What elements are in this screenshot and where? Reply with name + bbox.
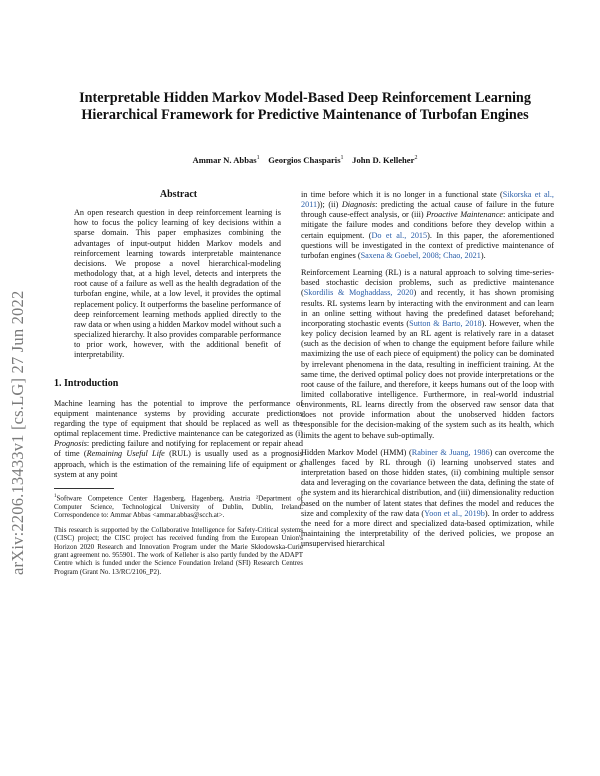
author-3: John D. Kelleher [352, 155, 415, 165]
footnote-rule [54, 488, 114, 489]
citation-sutton[interactable]: Sutton & Barto, 2018 [409, 318, 482, 328]
right-column [301, 190, 554, 556]
citation-saxena-chao[interactable]: Saxena & Goebel, 2008; Chao, 2021 [360, 250, 481, 260]
author-list [40, 155, 570, 165]
arxiv-identifier: arXiv:2206.13433v1 [cs.LG] 27 Jun 2022 [8, 290, 27, 575]
author-1: Ammar N. Abbas [192, 155, 257, 165]
citation-skordilis[interactable]: Skordilis & Moghaddass, 2020 [303, 288, 414, 298]
paper-title [40, 90, 570, 124]
diagnosis-term: Diagnosis [341, 200, 376, 210]
rul-term: Remaining Useful Life [86, 449, 165, 459]
abstract-text: An open research question in deep reinforcement learning is how to focus the policy learning of key decisions within a sparse domain. This paper emphasizes combining the advantages of input-output hidden Markov models and reinforcement learning towards interpretable maintenance decisions. We propose a novel hierarchical-modeling methodology that, at a high level, detects and interprets the root cause of a failure as well as the health degradation of the turbofan engine, while, at a low level, it provides the optimal replacement policy. It outperforms the baseline performance of deep reinforcement learning methods applied directly to the raw data or when using a hidden Markov model without such a specialized hierarchy. It also provides comparable performance to prior work, however, with the additional benefit of interpretability. [74, 208, 282, 360]
funding-footnote: This research is supported by the Collaborative Intelligence for Safety-Critical systems (CISC) project; the CISC project has received funding from the European Union's Horizon 2020 Research and Innovation Program under the Marie Skłodowska-Curie grant agreement no. 955901. The work of Kelleher is also partly funded by the ADAPT Centre which is funded under the Science Foundation Ireland (SFI) Research Centres Program (Grant No. 13/RC/2106_P2). [54, 526, 303, 576]
citation-do[interactable]: Do et al., 2015 [371, 230, 428, 240]
right-paragraph-1: in time before which it is no longer in a functional state (Sikorska et al., 2011)); (ii) Diagnosis: predicting the actual cause of failure in the future through cause-effect analysis, or (iii) Proactive Maintenance: anticipate and mitigate the failure modes and conditions before they develop within a certain equipment. (Do et al., 2015). In this paper, the aforementioned questions will be investigated in the context of predictive maintenance of turbofan engines (Saxena & Goebel, 2008; Chao, 2021). [301, 190, 555, 260]
abstract-heading: Abstract [159, 189, 198, 200]
author-1-affiliation: 1 [256, 155, 260, 162]
author-2: Georgios Chasparis [268, 155, 341, 165]
citation-sikorska[interactable]: Sikorska et al., 2011 [301, 190, 554, 210]
right-paragraph-2: Reinforcement Learning (RL) is a natural approach to solving time-series-based stochastic decision problems, such as predictive maintenance (Skordilis & Moghaddass, 2020) and recently, it has shown promising results. RL systems learn by interacting with the environment and can learn in an online setting without having the predefined dataset beforehand; incorporating stochastic events (Sutton & Barto, 2018). However, when the key policy decision learned by an RL agent is relatively rare in a dataset (such as the decision of when to change the equipment before failure while maximizing the use of each piece of equipment) the policy can be dominated by irrelevant phenomena in the data, resulting in inefficient training. At the same time, the derived optimal policy does not provide interpretations or the root cause of the failure, and therefore, it keeps humans out of the loop with limited collaborative intelligence. Furthermore, in real-world industrial environments, RL learns directly from the observed raw sensor data that does not provide information about the unobserved hidden factors responsible for the decision-making of the system such as its health, which limits the agent to behave sub-optimally. [301, 268, 554, 440]
title-line-2: Hierarchical Framework for Predictive Maintenance of Turbofan Engines [81, 107, 529, 123]
citation-yoon[interactable]: Yoon et al., 2019b [424, 508, 485, 518]
left-column [54, 190, 303, 583]
author-2-affiliation: 1 [340, 155, 344, 162]
right-paragraph-3: Hidden Markov Model (HMM) (Rabiner & Juang, 1986) can overcome the challenges faced by RL through (i) learning unobserved states and interpretation based on those hidden states, (ii) combining multiple sensor data and leveraging on the covariance between the data, defining the state of the system and its hierarchical distribution, and (iii) dimensionality reduction based on the number of latent states that defines the model and reduces the size and complexity of the raw data (Yoon et al., 2019b). In order to address the need for a more direct and specialized data-based optimization, while maintaining the interpretability of the derived policies, we propose an unsupervised hierarchical [301, 447, 555, 549]
citation-rabiner[interactable]: Rabiner & Juang, 1986 [411, 447, 490, 457]
prognosis-term: Prognosis [54, 439, 87, 449]
title-line-1: Interpretable Hidden Markov Model-Based Deep Reinforcement Learning [79, 90, 531, 106]
proactive-maintenance-term: Proactive Maintenance [426, 210, 503, 220]
author-3-affiliation: 2 [414, 155, 418, 162]
intro-paragraph: Machine learning has the potential to improve the performance of equipment maintenance systems by providing accurate predictions regarding the type of equipment that should be replaced as well as the optimal replacement time. Predictive maintenance can be categorized as (i) Prognosis: predicting failure and notifying for replacement or repair ahead of time (Remaining Useful Life (RUL) is usually used as a prognosis approach, which is the estimation of the remaining life of equipment or a system at any point [54, 398, 303, 479]
introduction-heading: 1. Introduction [54, 377, 119, 389]
affiliation-footnote: $^1$Software Competence Center Hagenberg, Hagenberg, Austria ²Department of Computer Science, Technological University of Dublin, Dublin, Ireland. Correspondence to: Ammar Abbas <ammar.abbas@scch.at>. [54, 493, 303, 519]
